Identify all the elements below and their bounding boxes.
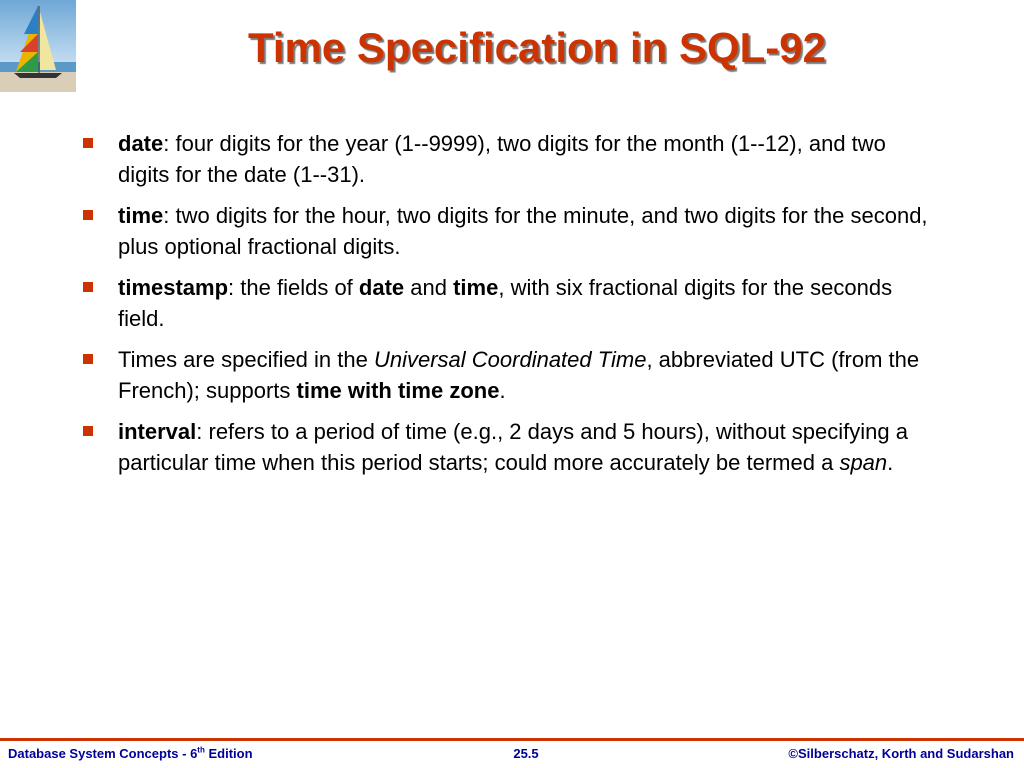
term-interval: interval: [118, 419, 197, 444]
list-item: [80, 344, 930, 406]
term-utc: Universal Coordinated Time: [373, 347, 647, 372]
bullet-text: [118, 347, 919, 403]
bullet-body: : two digits for the hour, two digits for the minute, and two digits for the second, plus optional fractional digits.: [118, 203, 928, 259]
bullet-text: [118, 131, 886, 187]
term-span: span: [839, 450, 888, 475]
footer-book-title: [8, 746, 253, 761]
bullet-text: [118, 203, 928, 259]
term-time: time: [118, 203, 164, 228]
term-date: date: [118, 131, 164, 156]
edition-superscript: th: [197, 745, 205, 755]
bullet-body: Times are specified in the: [118, 347, 374, 372]
footer-divider: [0, 738, 1024, 741]
footer-copyright: ©Silberschatz, Korth and Sudarshan: [788, 746, 1014, 761]
bullet-body: .: [499, 378, 506, 403]
bullet-body: , abbreviated UTC (from the French); supports: [118, 347, 920, 403]
page-title: Time Specification in SQL-92: [247, 24, 827, 71]
term-date: date: [358, 275, 405, 300]
list-item: [80, 272, 930, 334]
square-bullet-icon: [83, 354, 93, 364]
term-timestamp: timestamp: [118, 275, 229, 300]
book-title: Database System Concepts - 6: [8, 746, 198, 761]
bullet-body: .: [887, 450, 894, 475]
list-item: [80, 416, 930, 478]
square-bullet-icon: [83, 210, 93, 220]
bullet-body: and: [404, 275, 454, 300]
bullet-body: : the fields of: [228, 275, 359, 300]
list-item: [80, 128, 930, 190]
footer-page-number: 25.5: [513, 746, 539, 761]
square-bullet-icon: [83, 282, 93, 292]
bullet-text: [118, 419, 908, 475]
edition-suffix: Edition: [204, 746, 253, 761]
term-time-with-time-zone: time with time zone: [296, 378, 500, 403]
term-time: time: [453, 275, 499, 300]
square-bullet-icon: [83, 138, 93, 148]
square-bullet-icon: [83, 426, 93, 436]
list-item: [80, 200, 930, 262]
bullet-list: [80, 128, 930, 488]
bullet-body: : four digits for the year (1--9999), two digits for the month (1--12), and two digits for the date (1--31).: [118, 131, 886, 187]
sailboat-logo-icon: [0, 0, 76, 92]
bullet-body: , with six fractional digits for the seconds field.: [118, 275, 893, 331]
bullet-text: [118, 275, 892, 331]
bullet-body: : refers to a period of time (e.g., 2 days and 5 hours), without specifying a particular time when this period starts; could more accurately be termed a: [118, 419, 908, 475]
